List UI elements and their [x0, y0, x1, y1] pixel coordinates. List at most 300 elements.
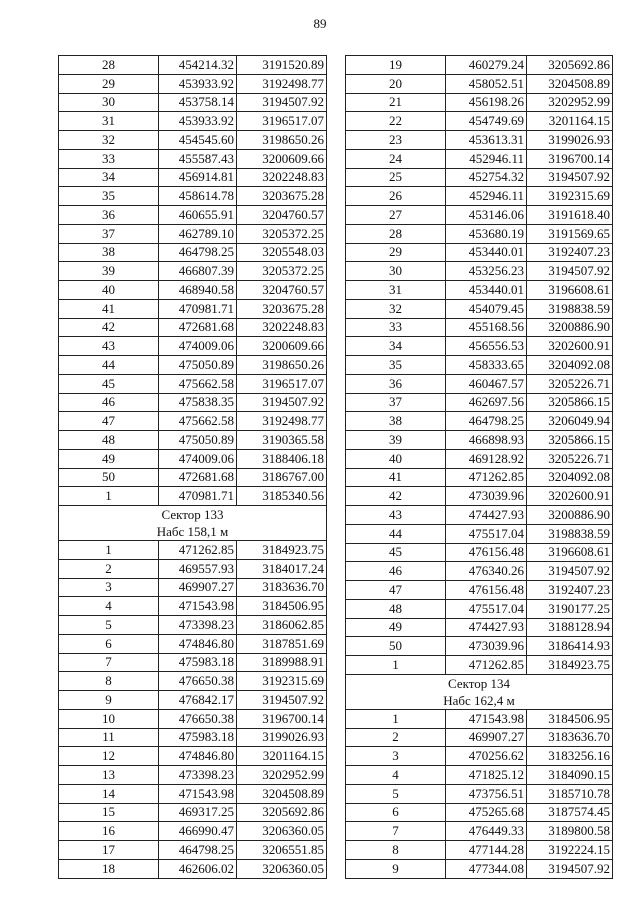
y-coordinate-cell: 3191520.89 [237, 56, 327, 75]
y-coordinate-cell: 3183636.70 [237, 578, 327, 597]
x-coordinate-cell: 466807.39 [159, 262, 237, 281]
point-number-cell: 39 [59, 262, 159, 281]
x-coordinate-cell: 454749.69 [446, 112, 527, 131]
y-coordinate-cell: 3200609.66 [237, 337, 327, 356]
point-number-cell: 5 [59, 616, 159, 635]
y-coordinate-cell: 3192224.15 [527, 841, 613, 860]
table-row [346, 243, 613, 262]
coordinates-table-right-body [346, 56, 613, 879]
x-coordinate-cell: 475838.35 [159, 393, 237, 412]
point-number-cell: 3 [59, 578, 159, 597]
x-coordinate-cell: 476650.38 [159, 672, 237, 691]
y-coordinate-cell: 3184506.95 [237, 597, 327, 616]
table-row [59, 559, 327, 578]
table-row [346, 374, 613, 393]
point-number-cell: 40 [346, 449, 446, 468]
x-coordinate-cell: 473039.96 [446, 637, 527, 656]
point-number-cell: 49 [59, 449, 159, 468]
y-coordinate-cell: 3194507.92 [527, 262, 613, 281]
point-number-cell: 30 [59, 93, 159, 112]
table-row [346, 449, 613, 468]
y-coordinate-cell: 3206360.05 [237, 859, 327, 878]
table-row [59, 187, 327, 206]
point-number-cell: 12 [59, 747, 159, 766]
point-number-cell: 1 [59, 541, 159, 560]
table-row [59, 487, 327, 506]
x-coordinate-cell: 469907.27 [159, 578, 237, 597]
x-coordinate-cell: 462697.56 [446, 393, 527, 412]
table-row [346, 543, 613, 562]
point-number-cell: 40 [59, 281, 159, 300]
point-number-cell: 31 [346, 281, 446, 300]
y-coordinate-cell: 3187574.45 [527, 803, 613, 822]
x-coordinate-cell: 471262.85 [159, 541, 237, 560]
table-row [346, 747, 613, 766]
table-row [346, 299, 613, 318]
x-coordinate-cell: 454079.45 [446, 299, 527, 318]
y-coordinate-cell: 3196700.14 [237, 709, 327, 728]
point-number-cell: 9 [59, 691, 159, 710]
x-coordinate-cell: 469557.93 [159, 559, 237, 578]
point-number-cell: 27 [346, 206, 446, 225]
point-number-cell: 33 [59, 149, 159, 168]
y-coordinate-cell: 3194507.92 [527, 859, 613, 878]
table-row [346, 356, 613, 375]
table-row [59, 449, 327, 468]
table-row [59, 374, 327, 393]
table-row [346, 149, 613, 168]
point-number-cell: 46 [346, 562, 446, 581]
y-coordinate-cell: 3204508.89 [237, 784, 327, 803]
point-number-cell: 3 [346, 747, 446, 766]
table-row [59, 112, 327, 131]
y-coordinate-cell: 3202248.83 [237, 318, 327, 337]
y-coordinate-cell: 3183256.16 [527, 747, 613, 766]
y-coordinate-cell: 3204760.57 [237, 206, 327, 225]
point-number-cell: 18 [59, 859, 159, 878]
sector-header-row [346, 674, 613, 709]
x-coordinate-cell: 473398.23 [159, 766, 237, 785]
table-row [59, 131, 327, 150]
y-coordinate-cell: 3202952.99 [237, 766, 327, 785]
table-row [59, 468, 327, 487]
y-coordinate-cell: 3206360.05 [237, 822, 327, 841]
y-coordinate-cell: 3200886.90 [527, 318, 613, 337]
y-coordinate-cell: 3205692.86 [237, 803, 327, 822]
table-row [59, 541, 327, 560]
y-coordinate-cell: 3191569.65 [527, 224, 613, 243]
table-row [59, 597, 327, 616]
table-row [59, 224, 327, 243]
page-number: 89 [313, 16, 327, 31]
point-number-cell: 35 [59, 187, 159, 206]
y-coordinate-cell: 3184923.75 [237, 541, 327, 560]
point-number-cell: 7 [59, 653, 159, 672]
table-row [59, 318, 327, 337]
point-number-cell: 50 [346, 637, 446, 656]
y-coordinate-cell: 3183636.70 [527, 728, 613, 747]
y-coordinate-cell: 3205372.25 [237, 262, 327, 281]
point-number-cell: 2 [59, 559, 159, 578]
point-number-cell: 5 [346, 784, 446, 803]
y-coordinate-cell: 3206049.94 [527, 412, 613, 431]
coordinates-table-right [345, 55, 613, 879]
y-coordinate-cell: 3204508.89 [527, 74, 613, 93]
coordinates-table-left [58, 55, 327, 879]
table-row [346, 281, 613, 300]
x-coordinate-cell: 453680.19 [446, 224, 527, 243]
table-row [59, 728, 327, 747]
x-coordinate-cell: 469907.27 [446, 728, 527, 747]
table-row [59, 709, 327, 728]
y-coordinate-cell: 3188128.94 [527, 618, 613, 637]
x-coordinate-cell: 474846.80 [159, 634, 237, 653]
x-coordinate-cell: 470256.62 [446, 747, 527, 766]
table-row [59, 74, 327, 93]
x-coordinate-cell: 474009.06 [159, 337, 237, 356]
x-coordinate-cell: 476449.33 [446, 822, 527, 841]
x-coordinate-cell: 471825.12 [446, 766, 527, 785]
y-coordinate-cell: 3188406.18 [237, 449, 327, 468]
y-coordinate-cell: 3202952.99 [527, 93, 613, 112]
table-row [346, 206, 613, 225]
point-number-cell: 29 [346, 243, 446, 262]
point-number-cell: 36 [59, 206, 159, 225]
x-coordinate-cell: 458614.78 [159, 187, 237, 206]
x-coordinate-cell: 471262.85 [446, 468, 527, 487]
table-row [59, 822, 327, 841]
x-coordinate-cell: 471543.98 [159, 597, 237, 616]
x-coordinate-cell: 462789.10 [159, 224, 237, 243]
x-coordinate-cell: 453933.92 [159, 112, 237, 131]
x-coordinate-cell: 471543.98 [159, 784, 237, 803]
point-number-cell: 20 [346, 74, 446, 93]
point-number-cell: 8 [59, 672, 159, 691]
x-coordinate-cell: 474427.93 [446, 618, 527, 637]
point-number-cell: 16 [59, 822, 159, 841]
y-coordinate-cell: 3196517.07 [237, 112, 327, 131]
table-row [346, 74, 613, 93]
point-number-cell: 47 [346, 581, 446, 600]
point-number-cell: 39 [346, 431, 446, 450]
table-row [346, 524, 613, 543]
point-number-cell: 28 [59, 56, 159, 75]
x-coordinate-cell: 455587.43 [159, 149, 237, 168]
point-number-cell: 36 [346, 374, 446, 393]
table-row [346, 784, 613, 803]
table-row [346, 709, 613, 728]
table-row [346, 412, 613, 431]
point-number-cell: 15 [59, 803, 159, 822]
y-coordinate-cell: 3203675.28 [237, 299, 327, 318]
table-row [59, 393, 327, 412]
table-row [59, 281, 327, 300]
y-coordinate-cell: 3198838.59 [527, 299, 613, 318]
table-row [59, 859, 327, 878]
y-coordinate-cell: 3194507.92 [237, 93, 327, 112]
sector-title: Сектор 134 [447, 675, 510, 691]
y-coordinate-cell: 3201164.15 [527, 112, 613, 131]
table-row [346, 187, 613, 206]
x-coordinate-cell: 473039.96 [446, 487, 527, 506]
y-coordinate-cell: 3192407.23 [527, 243, 613, 262]
table-row [346, 637, 613, 656]
table-row [346, 56, 613, 75]
point-number-cell: 8 [346, 841, 446, 860]
point-number-cell: 1 [346, 709, 446, 728]
table-row [59, 243, 327, 262]
x-coordinate-cell: 454214.32 [159, 56, 237, 75]
point-number-cell: 41 [59, 299, 159, 318]
x-coordinate-cell: 453933.92 [159, 74, 237, 93]
table-row [59, 616, 327, 635]
x-coordinate-cell: 477344.08 [446, 859, 527, 878]
point-number-cell: 26 [346, 187, 446, 206]
y-coordinate-cell: 3186414.93 [527, 637, 613, 656]
x-coordinate-cell: 452946.11 [446, 149, 527, 168]
point-number-cell: 48 [59, 431, 159, 450]
table-row [59, 337, 327, 356]
sector-title: Сектор 133 [161, 507, 224, 522]
point-number-cell: 13 [59, 766, 159, 785]
table-row [59, 747, 327, 766]
y-coordinate-cell: 3196700.14 [527, 149, 613, 168]
x-coordinate-cell: 476650.38 [159, 709, 237, 728]
x-coordinate-cell: 471262.85 [446, 656, 527, 675]
point-number-cell: 6 [346, 803, 446, 822]
table-row [59, 356, 327, 375]
point-number-cell: 32 [59, 131, 159, 150]
point-number-cell: 31 [59, 112, 159, 131]
y-coordinate-cell: 3184090.15 [527, 766, 613, 785]
y-coordinate-cell: 3184923.75 [527, 656, 613, 675]
x-coordinate-cell: 464798.25 [159, 243, 237, 262]
y-coordinate-cell: 3191618.40 [527, 206, 613, 225]
point-number-cell: 35 [346, 356, 446, 375]
x-coordinate-cell: 453758.14 [159, 93, 237, 112]
y-coordinate-cell: 3196517.07 [237, 374, 327, 393]
x-coordinate-cell: 475265.68 [446, 803, 527, 822]
x-coordinate-cell: 452754.32 [446, 168, 527, 187]
point-number-cell: 33 [346, 318, 446, 337]
x-coordinate-cell: 462606.02 [159, 859, 237, 878]
x-coordinate-cell: 453613.31 [446, 131, 527, 150]
point-number-cell: 22 [346, 112, 446, 131]
y-coordinate-cell: 3202600.91 [527, 337, 613, 356]
x-coordinate-cell: 466990.47 [159, 822, 237, 841]
x-coordinate-cell: 475050.89 [159, 431, 237, 450]
y-coordinate-cell: 3206551.85 [237, 841, 327, 860]
point-number-cell: 42 [59, 318, 159, 337]
table-row [346, 393, 613, 412]
y-coordinate-cell: 3192407.23 [527, 581, 613, 600]
sector-height: Набс 158,1 м [156, 524, 229, 539]
x-coordinate-cell: 475662.58 [159, 374, 237, 393]
table-row [59, 634, 327, 653]
table-row [346, 112, 613, 131]
y-coordinate-cell: 3192315.69 [237, 672, 327, 691]
table-row [59, 56, 327, 75]
coordinates-table-left-body [59, 56, 327, 879]
table-row [59, 653, 327, 672]
x-coordinate-cell: 476156.48 [446, 543, 527, 562]
point-number-cell: 34 [346, 337, 446, 356]
y-coordinate-cell: 3205866.15 [527, 393, 613, 412]
x-coordinate-cell: 460279.24 [446, 56, 527, 75]
table-row [346, 766, 613, 785]
point-number-cell: 29 [59, 74, 159, 93]
table-row [346, 93, 613, 112]
sector-header-cell [59, 506, 327, 541]
x-coordinate-cell: 453440.01 [446, 281, 527, 300]
y-coordinate-cell: 3199026.93 [237, 728, 327, 747]
y-coordinate-cell: 3196608.61 [527, 543, 613, 562]
table-row [346, 581, 613, 600]
table-row [59, 672, 327, 691]
x-coordinate-cell: 464798.25 [159, 841, 237, 860]
point-number-cell: 17 [59, 841, 159, 860]
x-coordinate-cell: 474009.06 [159, 449, 237, 468]
table-row [346, 822, 613, 841]
point-number-cell: 45 [59, 374, 159, 393]
y-coordinate-cell: 3200609.66 [237, 149, 327, 168]
table-row [346, 562, 613, 581]
x-coordinate-cell: 470981.71 [159, 487, 237, 506]
y-coordinate-cell: 3205866.15 [527, 431, 613, 450]
point-number-cell: 4 [59, 597, 159, 616]
table-row [346, 618, 613, 637]
table-row [59, 412, 327, 431]
y-coordinate-cell: 3189988.91 [237, 653, 327, 672]
y-coordinate-cell: 3186767.00 [237, 468, 327, 487]
y-coordinate-cell: 3194507.92 [527, 168, 613, 187]
x-coordinate-cell: 466898.93 [446, 431, 527, 450]
sector-height: Набс 162,4 м [443, 692, 515, 708]
x-coordinate-cell: 472681.68 [159, 318, 237, 337]
x-coordinate-cell: 475983.18 [159, 728, 237, 747]
point-number-cell: 47 [59, 412, 159, 431]
point-number-cell: 38 [59, 243, 159, 262]
table-row [346, 506, 613, 525]
point-number-cell: 43 [59, 337, 159, 356]
x-coordinate-cell: 460467.57 [446, 374, 527, 393]
y-coordinate-cell: 3189800.58 [527, 822, 613, 841]
point-number-cell: 9 [346, 859, 446, 878]
x-coordinate-cell: 471543.98 [446, 709, 527, 728]
table-row [59, 262, 327, 281]
x-coordinate-cell: 468940.58 [159, 281, 237, 300]
y-coordinate-cell: 3190177.25 [527, 599, 613, 618]
y-coordinate-cell: 3198838.59 [527, 524, 613, 543]
x-coordinate-cell: 476340.26 [446, 562, 527, 581]
x-coordinate-cell: 456556.53 [446, 337, 527, 356]
point-number-cell: 6 [59, 634, 159, 653]
table-row [59, 93, 327, 112]
table-row [346, 468, 613, 487]
point-number-cell: 21 [346, 93, 446, 112]
y-coordinate-cell: 3185340.56 [237, 487, 327, 506]
y-coordinate-cell: 3192498.77 [237, 74, 327, 93]
y-coordinate-cell: 3198650.26 [237, 131, 327, 150]
point-number-cell: 43 [346, 506, 446, 525]
table-row [346, 168, 613, 187]
table-row [59, 691, 327, 710]
point-number-cell: 30 [346, 262, 446, 281]
point-number-cell: 42 [346, 487, 446, 506]
point-number-cell: 46 [59, 393, 159, 412]
y-coordinate-cell: 3205226.71 [527, 374, 613, 393]
point-number-cell: 38 [346, 412, 446, 431]
table-row [59, 168, 327, 187]
y-coordinate-cell: 3204092.08 [527, 356, 613, 375]
y-coordinate-cell: 3184017.24 [237, 559, 327, 578]
point-number-cell: 45 [346, 543, 446, 562]
x-coordinate-cell: 453256.23 [446, 262, 527, 281]
table-row [346, 841, 613, 860]
point-number-cell: 37 [346, 393, 446, 412]
y-coordinate-cell: 3205226.71 [527, 449, 613, 468]
y-coordinate-cell: 3192315.69 [527, 187, 613, 206]
y-coordinate-cell: 3185710.78 [527, 784, 613, 803]
y-coordinate-cell: 3194507.92 [237, 691, 327, 710]
x-coordinate-cell: 473756.51 [446, 784, 527, 803]
x-coordinate-cell: 472681.68 [159, 468, 237, 487]
point-number-cell: 4 [346, 766, 446, 785]
x-coordinate-cell: 470981.71 [159, 299, 237, 318]
table-row [346, 487, 613, 506]
x-coordinate-cell: 469317.25 [159, 803, 237, 822]
point-number-cell: 44 [59, 356, 159, 375]
point-number-cell: 44 [346, 524, 446, 543]
table-row [346, 431, 613, 450]
table-row [346, 318, 613, 337]
table-row [346, 224, 613, 243]
point-number-cell: 1 [346, 656, 446, 675]
table-row [59, 299, 327, 318]
x-coordinate-cell: 477144.28 [446, 841, 527, 860]
y-coordinate-cell: 3199026.93 [527, 131, 613, 150]
x-coordinate-cell: 464798.25 [446, 412, 527, 431]
x-coordinate-cell: 475050.89 [159, 356, 237, 375]
y-coordinate-cell: 3190365.58 [237, 431, 327, 450]
x-coordinate-cell: 475983.18 [159, 653, 237, 672]
y-coordinate-cell: 3184506.95 [527, 709, 613, 728]
table-row [346, 131, 613, 150]
point-number-cell: 23 [346, 131, 446, 150]
x-coordinate-cell: 458333.65 [446, 356, 527, 375]
y-coordinate-cell: 3201164.15 [237, 747, 327, 766]
point-number-cell: 24 [346, 149, 446, 168]
x-coordinate-cell: 475517.04 [446, 524, 527, 543]
point-number-cell: 11 [59, 728, 159, 747]
point-number-cell: 50 [59, 468, 159, 487]
table-row [346, 656, 613, 675]
point-number-cell: 25 [346, 168, 446, 187]
table-row [346, 599, 613, 618]
y-coordinate-cell: 3202600.91 [527, 487, 613, 506]
y-coordinate-cell: 3196608.61 [527, 281, 613, 300]
x-coordinate-cell: 475662.58 [159, 412, 237, 431]
y-coordinate-cell: 3205372.25 [237, 224, 327, 243]
point-number-cell: 49 [346, 618, 446, 637]
x-coordinate-cell: 458052.51 [446, 74, 527, 93]
table-row [59, 578, 327, 597]
x-coordinate-cell: 469128.92 [446, 449, 527, 468]
y-coordinate-cell: 3194507.92 [527, 562, 613, 581]
table-row [346, 728, 613, 747]
point-number-cell: 32 [346, 299, 446, 318]
table-row [346, 803, 613, 822]
